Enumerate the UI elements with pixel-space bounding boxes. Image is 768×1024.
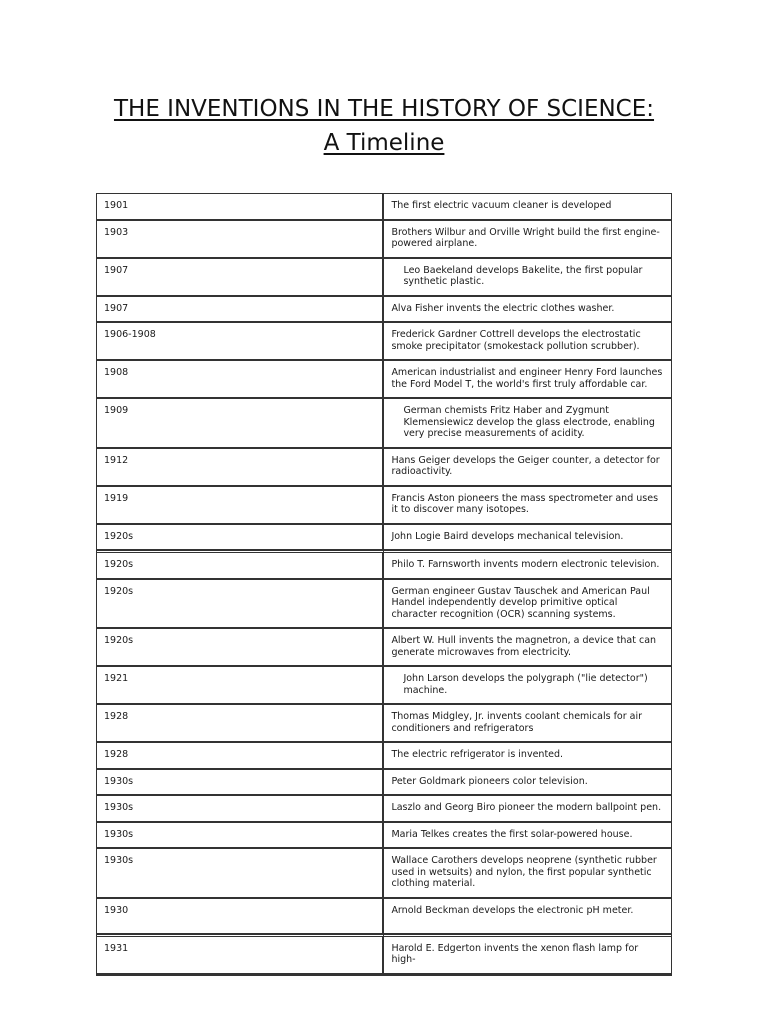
year-cell: 1920s xyxy=(97,579,384,629)
table-row xyxy=(97,220,671,258)
event-cell: Albert W. Hull invents the magnetron, a device that can generate microwaves from electricity. xyxy=(384,628,671,666)
year-cell: 1920s xyxy=(97,628,384,666)
event-text: Leo Baekeland develops Bakelite, the first popular synthetic plastic. xyxy=(403,264,643,287)
table-row xyxy=(97,296,671,323)
year-cell: 1930 xyxy=(97,898,384,934)
event-cell: Laszlo and Georg Biro pioneer the modern ballpoint pen. xyxy=(384,795,671,822)
table-row xyxy=(97,360,671,398)
year-cell: 1931 xyxy=(97,934,384,974)
year-cell: 1928 xyxy=(97,742,384,769)
event-cell: The electric refrigerator is invented. xyxy=(384,742,671,769)
year-cell: 1930s xyxy=(97,848,384,898)
table-row xyxy=(97,769,671,796)
table-row xyxy=(97,550,671,579)
year-cell: 1930s xyxy=(97,769,384,796)
year-cell: 1920s xyxy=(97,550,384,579)
table-row xyxy=(97,628,671,666)
year-cell: 1906-1908 xyxy=(97,322,384,360)
event-cell: Harold E. Edgerton invents the xenon flash lamp for high- xyxy=(384,934,671,974)
event-text: German chemists Fritz Haber and Zygmunt Klemensiewicz develop the glass electrode, enabling very precise measurements of acidity. xyxy=(403,405,655,439)
event-cell: Francis Aston pioneers the mass spectrometer and uses it to discover many isotopes. xyxy=(384,486,671,524)
year-cell: 1930s xyxy=(97,822,384,849)
event-cell xyxy=(384,666,671,704)
event-cell xyxy=(384,398,671,448)
table-row xyxy=(97,848,671,898)
table-row xyxy=(97,448,671,486)
event-text: John Larson develops the polygraph ("lie detector") machine. xyxy=(403,673,648,696)
title-line-2: A Timeline xyxy=(323,130,445,156)
year-cell: 1928 xyxy=(97,704,384,742)
event-cell: German engineer Gustav Tauschek and American Paul Handel independently develop primitive optical character recognition (OCR) scanning systems. xyxy=(384,579,671,629)
year-cell: 1920s xyxy=(97,524,384,551)
table-row xyxy=(97,795,671,822)
timeline-body xyxy=(97,194,671,974)
year-cell: 1907 xyxy=(97,296,384,323)
event-cell: John Logie Baird develops mechanical television. xyxy=(384,524,671,551)
table-row xyxy=(97,742,671,769)
table-row xyxy=(97,666,671,704)
year-cell: 1907 xyxy=(97,258,384,296)
table-row xyxy=(97,579,671,629)
year-cell: 1903 xyxy=(97,220,384,258)
event-cell: Philo T. Farnsworth invents modern electronic television. xyxy=(384,550,671,579)
table-row xyxy=(97,524,671,551)
event-cell xyxy=(384,258,671,296)
event-cell: Thomas Midgley, Jr. invents coolant chemicals for air conditioners and refrigerators xyxy=(384,704,671,742)
title-line-1: THE INVENTIONS IN THE HISTORY OF SCIENCE: xyxy=(113,96,655,122)
event-cell: Maria Telkes creates the first solar-powered house. xyxy=(384,822,671,849)
event-cell: The first electric vacuum cleaner is developed xyxy=(384,194,671,220)
event-cell: Alva Fisher invents the electric clothes washer. xyxy=(384,296,671,323)
event-cell: Frederick Gardner Cottrell develops the electrostatic smoke precipitator (smokestack pollution scrubber). xyxy=(384,322,671,360)
year-cell: 1909 xyxy=(97,398,384,448)
year-cell: 1921 xyxy=(97,666,384,704)
event-cell: Peter Goldmark pioneers color television. xyxy=(384,769,671,796)
table-row xyxy=(97,258,671,296)
event-cell: Hans Geiger develops the Geiger counter, a detector for radioactivity. xyxy=(384,448,671,486)
table-row xyxy=(97,822,671,849)
year-cell: 1908 xyxy=(97,360,384,398)
event-cell: Wallace Carothers develops neoprene (synthetic rubber used in wetsuits) and nylon, the first popular synthetic clothing material. xyxy=(384,848,671,898)
year-cell: 1919 xyxy=(97,486,384,524)
year-cell: 1901 xyxy=(97,194,384,220)
event-cell: American industrialist and engineer Henry Ford launches the Ford Model T, the world's first truly affordable car. xyxy=(384,360,671,398)
table-row xyxy=(97,322,671,360)
page-title xyxy=(0,92,768,160)
table-row xyxy=(97,898,671,934)
table-row xyxy=(97,194,671,220)
year-cell: 1912 xyxy=(97,448,384,486)
table-row xyxy=(97,704,671,742)
year-cell: 1930s xyxy=(97,795,384,822)
timeline-table xyxy=(96,193,672,976)
table-row xyxy=(97,486,671,524)
event-cell: Arnold Beckman develops the electronic pH meter. xyxy=(384,898,671,934)
event-cell: Brothers Wilbur and Orville Wright build the first engine-powered airplane. xyxy=(384,220,671,258)
table-row xyxy=(97,934,671,974)
table-row xyxy=(97,398,671,448)
